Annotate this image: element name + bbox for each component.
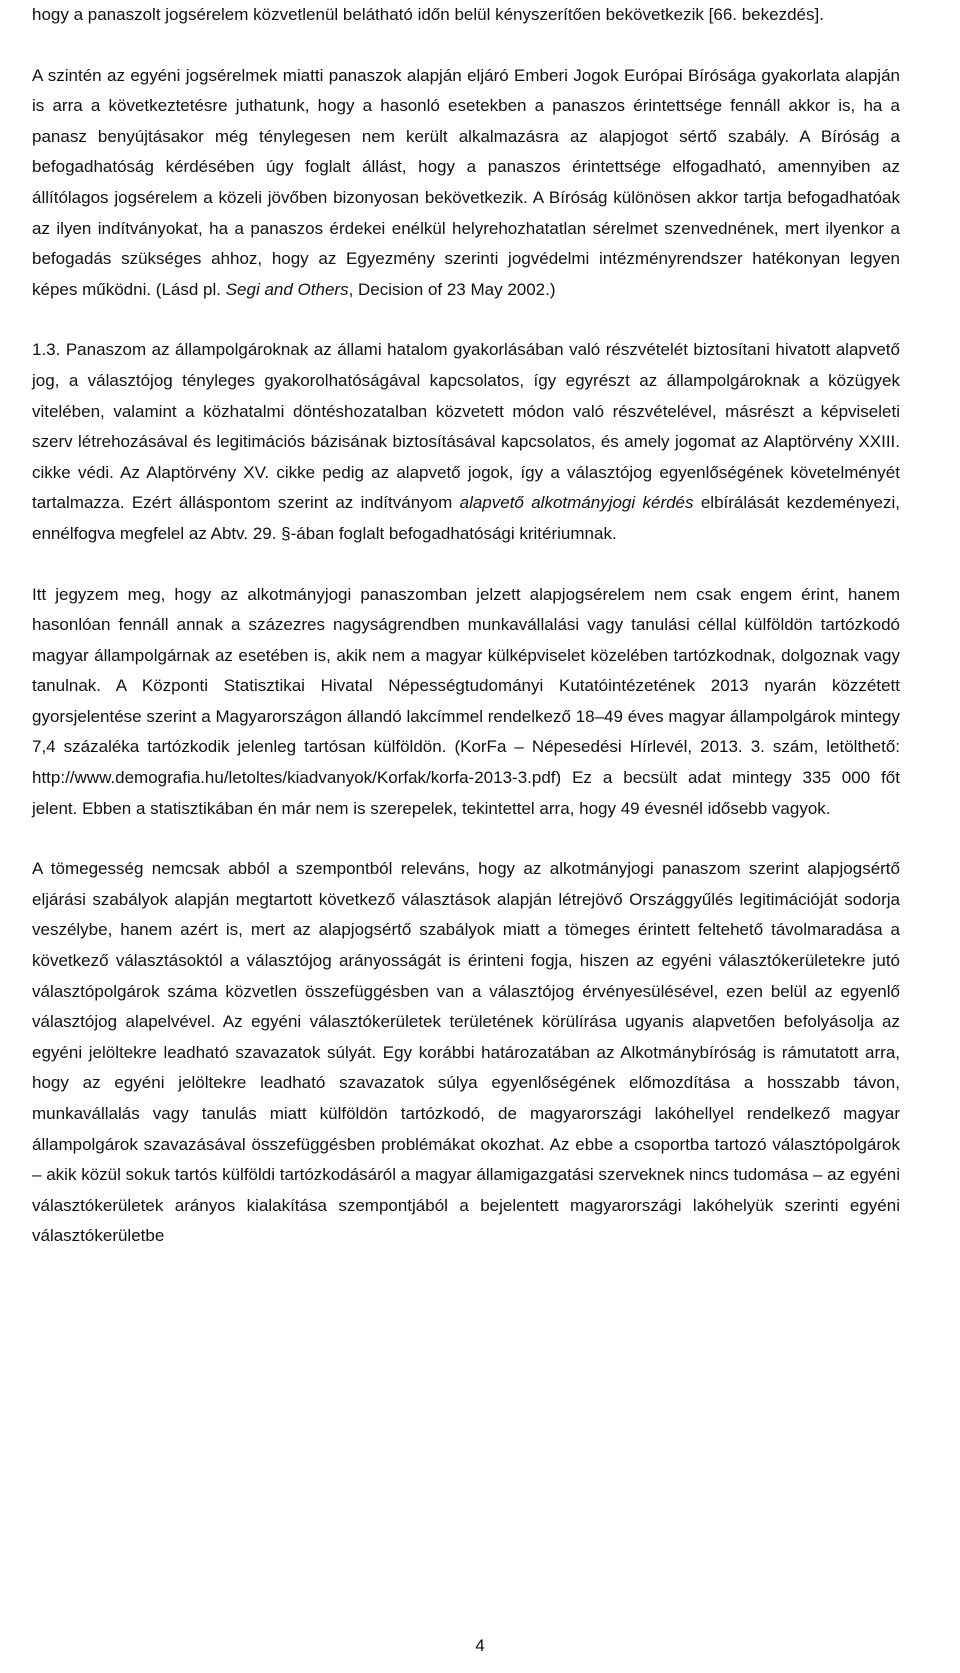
text-run: elbírálását kezdeményezi, ennélfogva megfelel az Abtv. 29. §-ában foglalt befogadhatósági kritériumnak. bbox=[32, 493, 901, 543]
text-run: Itt jegyzem meg, hogy az alkotmányjogi panaszomban jelzett alapjogsérelem nem csak engem érint, hanem hasonlóan fennáll annak a százezres nagyságrendben munkavállalási vagy tanulási céllal külföldön tartózkodó magyar állampolgárnak az esetében is, akik nem a magyar külképviselet közelében tartózkodnak, dolgoznak vagy tanulnak. A Központi Statisztikai Hivatal Népességtudományi Kutatóintézetének 2013 nyarán közzétett gyorsjelentése szerint a Magyarországon állandó lakcímmel rendelkező 18–49 éves magyar állampolgárok mintegy 7,4 százaléka tartózkodik jelenleg tartósan külföldön. (KorFa – Népesedési Hírlevél, 2013. 3. szám, letölthető: http://www.demografia.hu/letoltes/kiadvanyok/Korfak/korfa-2013-3.pdf) Ez a becsült adat mintegy 335 000 főt jelent. Ebben a statisztikában én már nem is szerepelek, tekintettel arra, hogy 49 évesnél idősebb vagyok. bbox=[32, 584, 900, 818]
text-run: A tömegesség nemcsak abból a szempontból releváns, hogy az alkotmányjogi panaszom szerint alapjogsértő eljárási szabályok alapján megtartott következő választások alapján létrejövő Országgyűlés legitimációját sodorja veszélybe, hanem azért is, mert az alapjogsértő szabályok miatt a tömeges érintett feltehető távolmaradása a következő választásoktól a választójog arányosságát is érinteni fogja, hiszen az egyéni választókerületekre jutó választópolgárok száma közvetlen összefüggésben van a választójog érvényesülésével, ezen belül az egyenlő választójog alapelvével. Az egyéni választókerületek területének körülírása ugyanis alapvetően befolyásolja az egyéni jelöltekre leadható szavazatok súlyát. Egy korábbi határozatában az Alkotmánybíróság is rámutatott arra, hogy az egyéni jelöltekre leadható szavazatok súlya egyenlőségének előmozdítása a hosszabb távon, munkavállalás vagy tanulás miatt külföldön tartózkodó, de magyarországi lakóhellyel rendelkező magyar állampolgárok szavazásával összefüggésben problémákat okozhat. Az ebbe a csoportba tartozó választópolgárok – akik közül sokuk tartós külföldi tartózkodásáról a magyar államigazgatási szerveknek nincs tudomása – az egyéni választókerületek arányos kialakítása szempontjából a bejelentett magyarországi lakóhelyük szerinti egyéni választókerületbe bbox=[32, 859, 900, 1246]
paragraph bbox=[32, 335, 900, 549]
text-run: hogy a panaszolt jogsérelem közvetlenül belátható időn belül kényszerítően bekövetkezik [66. bekezdés]. bbox=[32, 5, 824, 24]
paragraph bbox=[32, 580, 900, 825]
italic-text: alapvető alkotmányjogi kérdés bbox=[459, 493, 694, 513]
paragraph bbox=[32, 61, 900, 306]
text-run: , Decision of 23 May 2002.) bbox=[348, 279, 556, 299]
italic-text: Segi and Others bbox=[225, 279, 349, 299]
text-run: A szintén az egyéni jogsérelmek miatti panaszok alapján eljáró Emberi Jogok Európai Bírósága gyakorlata alapján is arra a következtetésre juthatunk, hogy a hasonló esetekben a panaszos érintettsége fennáll akkor is, ha a panasz benyújtásakor még ténylegesen nem került alkalmazásra az alapjogot sértő szabály. A Bíróság a befogadhatóság kérdésében úgy foglalt állást, hogy a panaszos érintettsége elfogadható, amennyiben az állítólagos jogsérelem a közeli jövőben bizonyosan bekövetkezik. A Bíróság különösen akkor tartja befogadhatóak az ilyen indítványokat, ha a panaszos érdekei enélkül helyrehozhatatlan sérelmet szenvednének, mert ilyenkor a befogadás szükséges ahhoz, hogy az Egyezmény szerinti jogvédelmi intézményrendszer hatékonyan legyen képes működni. (Lásd pl. bbox=[32, 65, 900, 299]
text-run: 1.3. Panaszom az állampolgároknak az állami hatalom gyakorlásában való részvételét biztosítani hivatott alapvető jog, a választójog tényleges gyakorolhatóságával kapcsolatos, így egyrészt az állampolgároknak a közügyek vitelében, valamint a közhatalmi döntéshozatalban közvetett módon való részvételével, másrészt a képviseleti szerv létrehozásával és legitimációs bázisának biztosításával kapcsolatos, és amely jogomat az Alaptörvény XXIII. cikke védi. Az Alaptörvény XV. cikke pedig az alapvető jogok, így a választójog egyenlőségének követelményét tartalmazza. Ezért álláspontom szerint az indítványom bbox=[32, 340, 900, 513]
document-body bbox=[32, 0, 900, 1252]
paragraph bbox=[32, 854, 900, 1252]
paragraph bbox=[32, 0, 900, 31]
page-number: 4 bbox=[475, 1636, 485, 1655]
